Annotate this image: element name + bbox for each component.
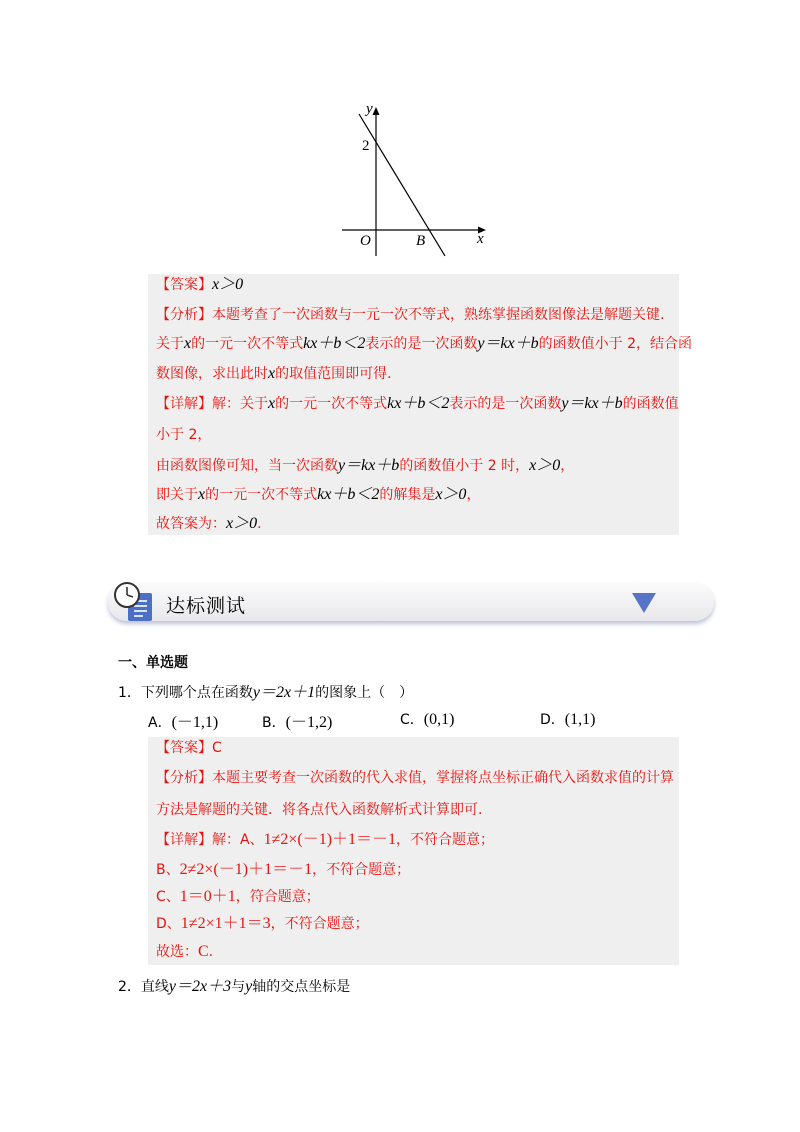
answer-math: x＞0 — [212, 276, 244, 293]
example-detail-line4 — [156, 484, 480, 506]
analysis-text: 方法是解题的关键．将各点代入函数解析式计算即可. — [156, 802, 483, 818]
q1-detail-line3 — [156, 886, 320, 908]
answer-tag: 【答案】 — [156, 740, 212, 756]
text: ，符合题意； — [235, 889, 320, 905]
math-choice: C — [198, 943, 209, 960]
question-number: 2． — [118, 979, 141, 995]
question-text: 轴的交点坐标是 — [252, 979, 351, 995]
section-title: 一、单选题 — [118, 655, 188, 671]
example-detail-line2 — [156, 424, 211, 446]
analysis-tag: 【分析】 — [156, 307, 212, 323]
option-c[interactable] — [400, 709, 454, 729]
math-function: y＝2x＋3 — [168, 978, 232, 995]
option-value: (－1,1) — [171, 714, 219, 731]
option-value: (0,1) — [423, 711, 455, 728]
analysis-text: 本题主要考查一次函数的代入求值，掌握将点坐标正确代入函数求值的计算 — [212, 770, 674, 786]
text: ， — [560, 458, 575, 474]
answer-tag: 【答案】 — [156, 277, 212, 293]
detail-tag: 【详解】 — [156, 396, 212, 412]
text: 表示的是一次函数 — [365, 336, 478, 352]
text: B、 — [156, 862, 180, 878]
function-graph — [330, 98, 500, 263]
text: 的解集是 — [379, 487, 436, 503]
option-a[interactable] — [148, 709, 218, 732]
option-label: B． — [262, 715, 286, 731]
math-solution: x＞0 — [226, 515, 258, 532]
y-axis-arrow — [373, 107, 380, 115]
question-text: 直线 — [140, 979, 169, 995]
question-2 — [118, 973, 350, 996]
text: ，不符合题意； — [396, 832, 495, 848]
q1-analysis-line2 — [156, 799, 482, 821]
text: 的函数值小于 2 时， — [399, 458, 530, 474]
math-function: y＝2x＋1 — [252, 684, 316, 701]
math-expression: 1＝0＋1 — [179, 888, 236, 905]
collapse-triangle-icon[interactable] — [632, 593, 656, 613]
text: 的一元一次不等式 — [191, 336, 304, 352]
q1-detail-line1 — [156, 829, 494, 851]
text: 表示的是一次函数 — [449, 396, 562, 412]
math-function: y＝kx＋b — [561, 395, 623, 412]
example-analysis — [156, 304, 664, 326]
option-b[interactable] — [262, 709, 332, 732]
math-function: y＝kx＋b — [477, 335, 539, 352]
q1-detail-line2 — [156, 859, 410, 881]
banner-title: 达标测试 — [166, 595, 247, 617]
math-expression: 2≠2×(－1)＋1＝－1 — [179, 861, 313, 878]
math-x: x — [184, 335, 192, 352]
option-label: D． — [540, 712, 565, 728]
text: 的一元一次不等式 — [275, 396, 388, 412]
question-text: 的图象上（ ） — [315, 685, 414, 701]
q1-detail-line4 — [156, 913, 369, 935]
answer-value: C — [212, 740, 222, 756]
math-solution: x＞0 — [435, 486, 467, 503]
question-number: 1． — [118, 685, 141, 701]
text: 的取值范围即可得. — [275, 366, 392, 382]
text: 即关于 — [156, 487, 198, 503]
question-text: 下列哪个点在函数 — [140, 685, 253, 701]
math-inequality: kx＋b＜2 — [303, 335, 366, 352]
option-value: (1,1) — [564, 711, 596, 728]
point-b-label: B — [416, 233, 426, 249]
y-axis-label: y — [366, 101, 373, 117]
option-label: C． — [400, 712, 424, 728]
text: ，不符合题意； — [270, 916, 369, 932]
origin-label: O — [360, 233, 371, 249]
analysis-text: 本题考查了一次函数与一元一次不等式，熟练掌握函数图像法是解题关键. — [212, 307, 665, 323]
option-value: (－1,2) — [285, 714, 333, 731]
text: 由函数图像可知，当一次函数 — [156, 458, 338, 474]
text: D、 — [156, 916, 181, 932]
text: 的函数值小于 2，结合函 — [538, 336, 692, 352]
section-banner — [108, 583, 714, 625]
clock-document-icon — [108, 579, 158, 625]
q1-answer — [156, 737, 222, 759]
math-solution: x＞0 — [529, 457, 561, 474]
text: C、 — [156, 889, 180, 905]
math-x: x — [198, 486, 206, 503]
text: 小于 2， — [156, 427, 212, 443]
text: 的一元一次不等式 — [205, 487, 318, 503]
text: ，不符合题意； — [312, 862, 411, 878]
text: 解：关于 — [212, 396, 268, 412]
q1-analysis-line1 — [156, 767, 674, 789]
example-analysis-line3 — [156, 363, 392, 385]
text: 解：A、 — [212, 832, 264, 848]
x-axis-label: x — [477, 231, 484, 247]
q1-detail-line5 — [156, 941, 213, 963]
question-text: 与 — [231, 979, 246, 995]
example-answer — [156, 274, 243, 296]
text: ， — [466, 487, 481, 503]
function-line — [359, 114, 445, 256]
math-inequality: kx＋b＜2 — [317, 486, 380, 503]
text: 数图像，求出此时 — [156, 366, 268, 382]
text: 的函数值 — [622, 396, 679, 412]
math-inequality: kx＋b＜2 — [387, 395, 450, 412]
math-expression: 1≠2×(－1)＋1＝－1 — [263, 831, 397, 848]
example-detail-line1 — [156, 393, 679, 415]
math-x: x — [268, 395, 276, 412]
example-detail-line5 — [156, 513, 262, 535]
text: . — [257, 516, 262, 532]
y-intercept-label: 2 — [362, 138, 370, 154]
text: 关于 — [156, 336, 184, 352]
example-detail-line3 — [156, 455, 574, 477]
text: . — [208, 944, 214, 960]
option-d[interactable] — [540, 709, 595, 729]
math-function: y＝kx＋b — [338, 457, 400, 474]
option-label: A． — [148, 715, 172, 731]
analysis-tag: 【分析】 — [156, 770, 212, 786]
text: 故答案为： — [156, 516, 226, 532]
question-1 — [118, 679, 413, 702]
text: 故选： — [156, 944, 198, 960]
detail-tag: 【详解】 — [156, 832, 212, 848]
math-expression: 1≠2×1＋1＝3 — [180, 915, 271, 932]
math-y: y — [245, 978, 253, 995]
example-analysis-line2 — [156, 333, 692, 355]
math-x: x — [268, 365, 276, 382]
